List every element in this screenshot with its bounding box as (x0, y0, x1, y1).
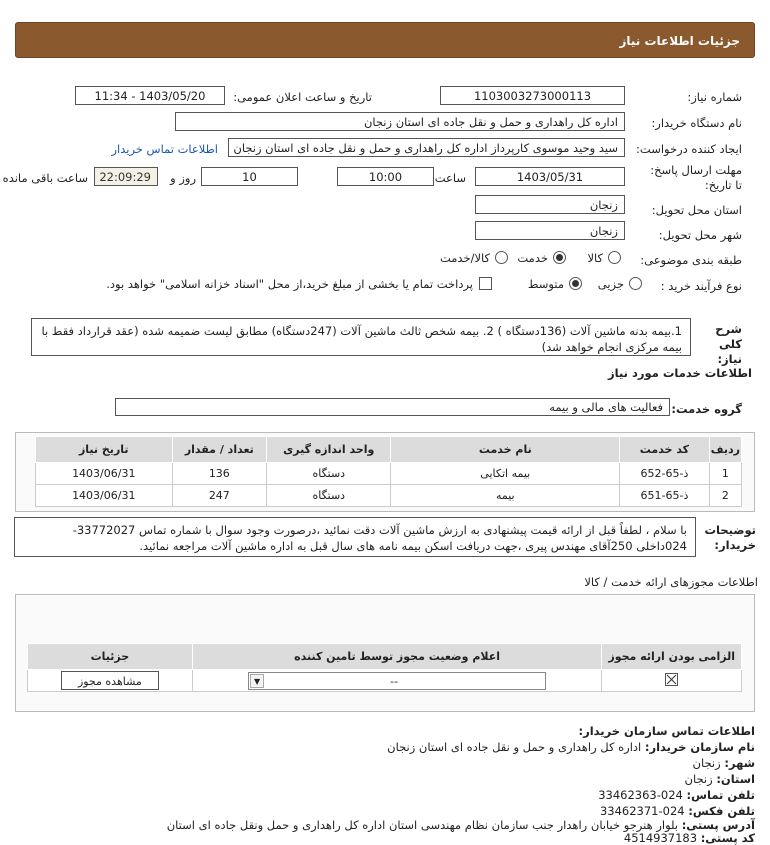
col-qty: تعداد / مقدار (172, 437, 267, 463)
page-title: جزئیات اطلاعات نیاز (619, 34, 740, 48)
services-section-title: اطلاعات خدمات مورد نیاز (608, 366, 752, 380)
cell-qty: 247 (172, 485, 267, 507)
cell-code: ذ-65-651 (620, 485, 710, 507)
view-permit-button[interactable]: مشاهده مجوز (61, 671, 159, 690)
cell-date: 1403/06/31 (36, 485, 173, 507)
table-row (36, 485, 742, 507)
province-label: استان محل تحویل: (651, 203, 742, 217)
permit-status-select[interactable] (248, 672, 546, 690)
category-radio-goods[interactable] (608, 251, 621, 264)
cell-date: 1403/06/31 (36, 463, 173, 485)
contact-title: اطلاعات تماس سازمان خریدار: (578, 724, 755, 738)
cell-row: 1 (709, 463, 741, 485)
process-option-medium: متوسط (527, 277, 564, 291)
category-radio-goods-service[interactable] (495, 251, 508, 264)
col-date: تاریخ نیاز (36, 437, 173, 463)
days-label: روز و (170, 171, 196, 185)
process-radio-medium[interactable] (569, 277, 582, 290)
table-row (36, 463, 742, 485)
page-header (15, 22, 755, 58)
process-label: نوع فرآیند خرید : (660, 279, 742, 293)
col-permit-details: جزئیات (28, 644, 193, 670)
contact-province (685, 772, 755, 786)
permit-status-value: -- (390, 674, 399, 688)
contact-phone-label: تلفن تماس: (686, 788, 755, 802)
contact-address (167, 818, 755, 832)
services-table-header (36, 437, 742, 463)
summary-text: 1.بیمه بدنه ماشین آلات (136دستگاه ) 2. بیمه شخص ثالث ماشین آلات (247دستگاه) مطابق لیست ضمیمه شده (عقد قرارداد فقط با بیمه مرکزی انجام خواهد شد) (31, 318, 691, 356)
contact-org-label: نام سازمان خریدار: (644, 740, 755, 754)
buyer-notes-label: توضیحات خریدار: (704, 523, 756, 552)
permit-status-cell (192, 670, 602, 692)
permits-table (27, 643, 742, 692)
summary-label: شرح کلی نیاز: (715, 322, 742, 366)
col-permit-status: اعلام وضعیت مجوز توسط تامین کننده (192, 644, 602, 670)
deadline-time-label: ساعت (434, 171, 466, 185)
contact-fax-value: 024-33462371 (599, 804, 685, 818)
contact-phone-value: 024-33462363 (598, 788, 683, 802)
table-row (28, 670, 742, 692)
category-label: طبقه بندی موضوعی: (640, 253, 742, 267)
col-row: ردیف (709, 437, 741, 463)
category-option-service: خدمت (517, 251, 548, 265)
city-field: زنجان (475, 221, 625, 240)
contact-postal-value: 4514937183 (623, 831, 698, 845)
need-number-field: 1103003273000113 (440, 86, 625, 105)
category-option-goods: کالا (587, 251, 603, 265)
contact-postal (624, 831, 755, 845)
contact-province-label: استان: (716, 772, 755, 786)
process-option-minor: جزیی (597, 277, 624, 291)
creator-label: ایجاد کننده درخواست: (636, 142, 742, 156)
days-field: 10 (201, 167, 298, 186)
category-radio-service[interactable] (553, 251, 566, 264)
deadline-date-field: 1403/05/31 (475, 167, 625, 186)
contact-fax-label: تلفن فکس: (688, 804, 755, 818)
dropdown-arrow-icon[interactable]: ▼ (250, 674, 264, 688)
permits-table-header (28, 644, 742, 670)
services-table (35, 436, 742, 507)
cell-name: بیمه اتکایی (391, 463, 620, 485)
cell-name: بیمه (391, 485, 620, 507)
process-radio-minor[interactable] (629, 277, 642, 290)
service-group-field: فعالیت های مالی و بیمه (115, 398, 670, 416)
need-number-label: شماره نیاز: (687, 90, 742, 104)
buyer-org-label: نام دستگاه خریدار: (651, 116, 742, 130)
treasury-payment-checkbox[interactable] (479, 277, 492, 290)
deadline-time-field: 10:00 (337, 167, 434, 186)
contact-address-label: آدرس پستی: (681, 818, 755, 832)
cell-unit: دستگاه (267, 463, 391, 485)
category-option-goods-service: کالا/خدمت (439, 251, 490, 265)
contact-city-label: شهر: (724, 756, 755, 770)
remaining-time-field: 22:09:29 (94, 167, 158, 186)
province-field: زنجان (475, 195, 625, 214)
col-unit: واحد اندازه گیری (267, 437, 391, 463)
buyer-contact-link[interactable]: اطلاعات تماس خریدار (111, 142, 218, 156)
permit-required-cell (602, 670, 742, 692)
col-name: نام خدمت (391, 437, 620, 463)
creator-field: سید وحید موسوی کارپرداز اداره کل راهداری و حمل و نقل جاده ای استان زنجان (228, 138, 625, 157)
contact-fax (600, 804, 755, 818)
cell-qty: 136 (172, 463, 267, 485)
city-label: شهر محل تحویل: (658, 228, 742, 242)
remaining-time-label: ساعت باقی مانده (2, 171, 88, 185)
contact-phone (598, 788, 755, 802)
contact-city (693, 756, 755, 770)
cell-code: ذ-65-652 (620, 463, 710, 485)
service-group-label: گروه خدمت: (671, 402, 742, 416)
contact-org-value: اداره کل راهداری و حمل و نقل جاده ای استان زنجان (387, 740, 642, 754)
col-permit-required: الزامی بودن ارائه مجوز (602, 644, 742, 670)
buyer-org-field: اداره کل راهداری و حمل و نقل جاده ای استان زنجان (175, 112, 625, 131)
col-code: کد خدمت (620, 437, 710, 463)
cell-row: 2 (709, 485, 741, 507)
permits-section-title: اطلاعات مجوزهای ارائه خدمت / کالا (584, 575, 758, 589)
contact-postal-label: کد پستی: (700, 831, 755, 845)
contact-org (387, 740, 755, 754)
contact-city-value: زنجان (692, 756, 721, 770)
announce-date-field: 1403/05/20 - 11:34 (75, 86, 225, 105)
permit-details-cell (28, 670, 193, 692)
x-box-icon (665, 673, 678, 686)
contact-address-value: بلوار هنرجو خیابان راهدار جنب سازمان نظام مهندسی استان اداره کل راهداری و حمل ونقل جاده ای استان (166, 818, 679, 832)
announce-date-label: تاریخ و ساعت اعلان عمومی: (233, 90, 372, 104)
buyer-notes-text: با سلام ، لطفاً قبل از ارائه قیمت پیشنهادی به ارزش ماشین آلات دقت نمائید ،درصورت وجود سوال با شماره تماس 33772027-024داخلی 250آقای مهندس پیری ،جهت دریافت اسکن بیمه نامه های سال قبل به اداره ماشین آلات مراجعه نمائید. (14, 517, 696, 557)
deadline-label: مهلت ارسال پاسخ: تا تاریخ: (650, 163, 742, 192)
cell-unit: دستگاه (267, 485, 391, 507)
contact-province-value: زنجان (684, 772, 713, 786)
treasury-payment-note: پرداخت تمام یا بخشی از مبلغ خرید،از محل "اسناد خزانه اسلامی" خواهد بود. (106, 277, 473, 291)
